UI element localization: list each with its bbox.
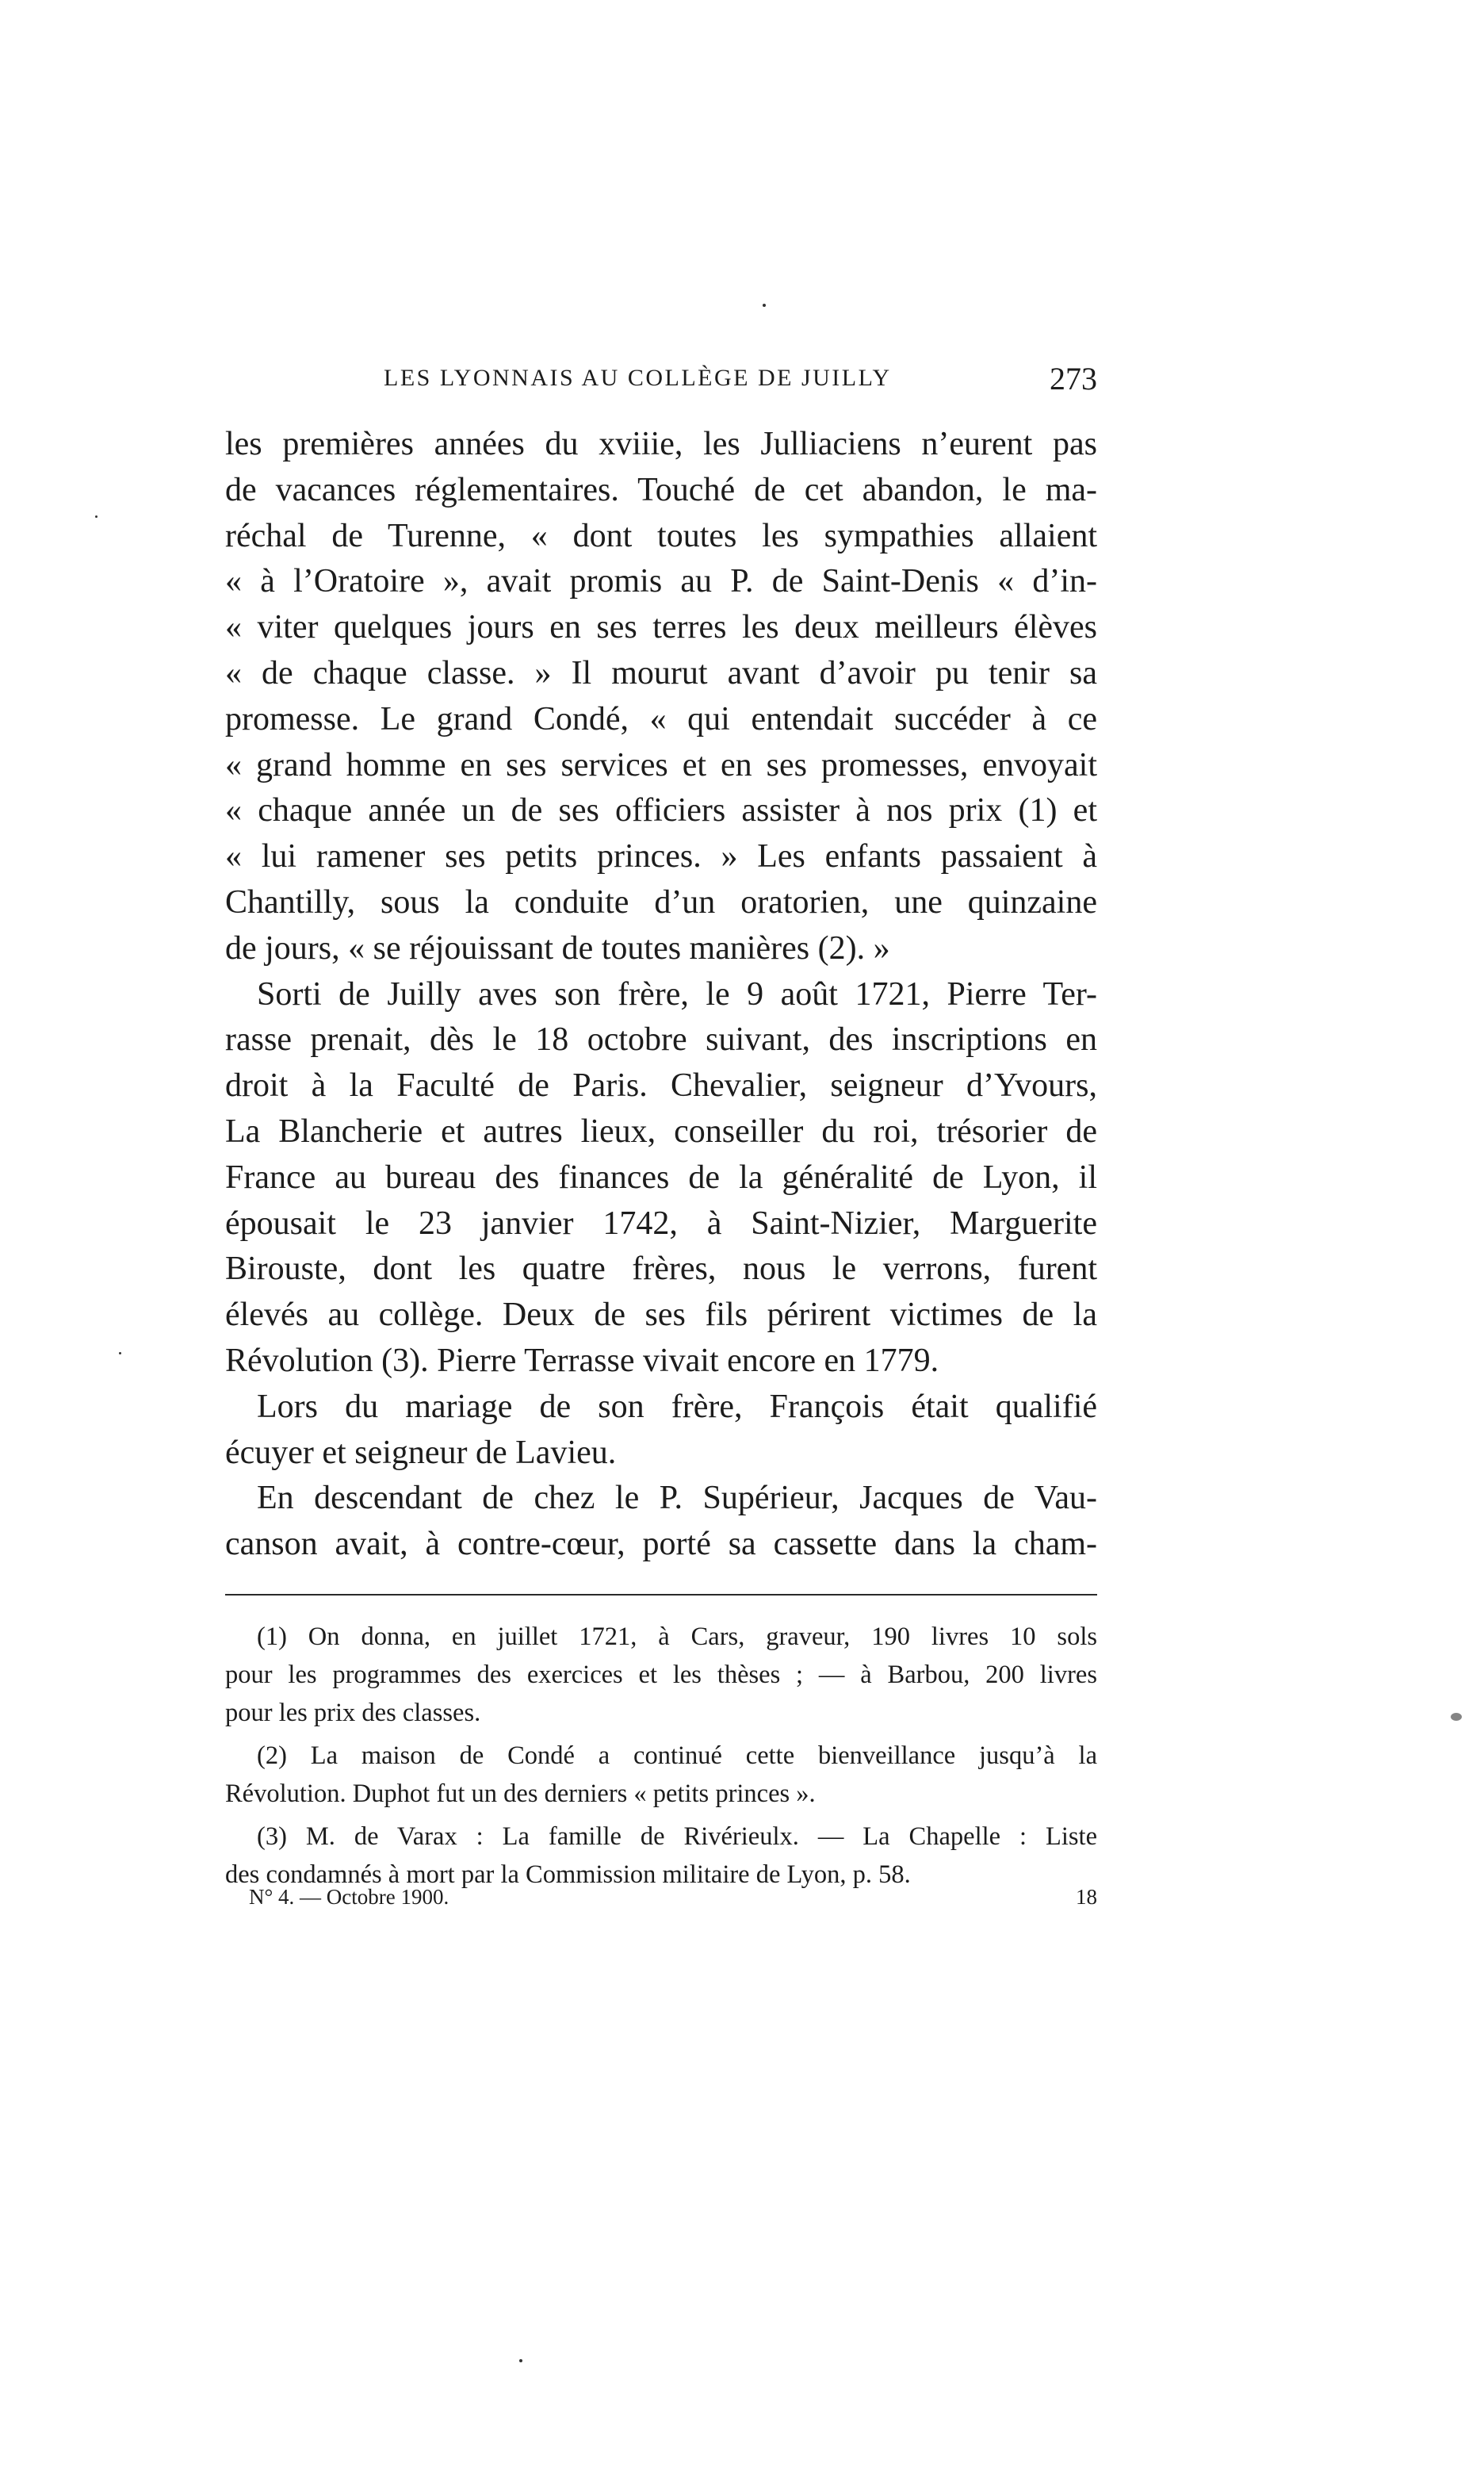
paper-speck	[119, 1352, 121, 1354]
footnotes	[225, 1618, 1097, 1894]
page-number: 273	[1050, 361, 1097, 396]
page-header	[225, 357, 1097, 404]
body-line: « viter quelques jours en ses terres les deux meilleurs élèves	[225, 609, 1097, 646]
body-line: les premières années du xviiie, les Julliaciens n’eurent pas	[225, 426, 1097, 462]
body-line: Révolution (3). Pierre Terrasse vivait encore en 1779.	[225, 1342, 939, 1379]
body-line: « de chaque classe. » Il mourut avant d’avoir pu tenir sa	[225, 654, 1097, 691]
body-line: Lors du mariage de son frère, François était qualifié	[257, 1388, 1097, 1425]
footnote-line: pour les programmes des exercices et les thèses ; — à Barbou, 200 livres	[225, 1661, 1097, 1689]
issue-date: N° 4. — Octobre 1900.	[249, 1885, 449, 1909]
paper-speck	[95, 515, 98, 518]
body-line: France au bureau des finances de la généralité de Lyon, il	[225, 1159, 1097, 1196]
body-line: Birouste, dont les quatre frères, nous le verrons, furent	[225, 1251, 1097, 1288]
footnote-line: (2) La maison de Condé a continué cette bienveillance jusqu’à la	[257, 1741, 1097, 1770]
body-line: droit à la Faculté de Paris. Chevalier, seigneur d’Yvours,	[225, 1067, 1097, 1105]
footnote-line: des condamnés à mort par la Commission militaire de Lyon, p. 58.	[225, 1860, 911, 1889]
running-head: LES LYONNAIS AU COLLÈGE DE JUILLY	[384, 365, 892, 391]
body-line: « chaque année un de ses officiers assister à nos prix (1) et	[225, 792, 1097, 829]
footnote-line: (3) M. de Varax : La famille de Rivérieulx. — La Chapelle : Liste	[257, 1822, 1097, 1851]
footnote-line: (1) On donna, en juillet 1721, à Cars, graveur, 190 livres 10 sols	[257, 1622, 1097, 1651]
body-line: « grand homme en ses services et en ses promesses, envoyait	[225, 746, 1097, 783]
body-line: En descendant de chez le P. Supérieur, Jacques de Vau-	[257, 1480, 1097, 1517]
body-line: rasse prenait, dès le 18 octobre suivant, des inscriptions en	[225, 1021, 1097, 1059]
footnote-line: pour les prix des classes.	[225, 1699, 481, 1727]
footnote-rule	[225, 1594, 1097, 1596]
body-line: épousait le 23 janvier 1742, à Saint-Nizier, Marguerite	[225, 1205, 1097, 1242]
body-line: écuyer et seigneur de Lavieu.	[225, 1434, 617, 1471]
body-line: élevés au collège. Deux de ses fils périrent victimes de la	[225, 1297, 1097, 1334]
body-line: « lui ramener ses petits princes. » Les enfants passaient à	[225, 838, 1097, 875]
body-line: réchal de Turenne, « dont toutes les sympathies allaient	[225, 517, 1097, 554]
footnote-line: Révolution. Duphot fut un des derniers « petits princes ».	[225, 1779, 816, 1808]
body-line: « à l’Oratoire », avait promis au P. de Saint-Denis « d’in-	[225, 563, 1097, 600]
body-line: Chantilly, sous la conduite d’un oratorien, une quinzaine	[225, 883, 1097, 921]
paper-speck	[519, 2359, 522, 2362]
body-line: de jours, « se réjouissant de toutes manières (2). »	[225, 929, 890, 967]
body-line: de vacances réglementaires. Touché de cet abandon, le ma-	[225, 471, 1097, 508]
body-line: Sorti de Juilly aves son frère, le 9 août 1721, Pierre Ter-	[257, 975, 1097, 1013]
body-line: La Blancherie et autres lieux, conseiller du roi, trésorier de	[225, 1113, 1097, 1150]
signature-mark: 18	[1076, 1885, 1097, 1909]
paper-speck	[1451, 1713, 1462, 1721]
body-line: promesse. Le grand Condé, « qui entendait succéder à ce	[225, 700, 1097, 737]
paper-speck	[763, 304, 766, 307]
signature-line	[249, 1879, 1097, 1914]
body-line: canson avait, à contre-cœur, porté sa cassette dans la cham-	[225, 1526, 1097, 1563]
body-text	[225, 422, 1097, 1568]
